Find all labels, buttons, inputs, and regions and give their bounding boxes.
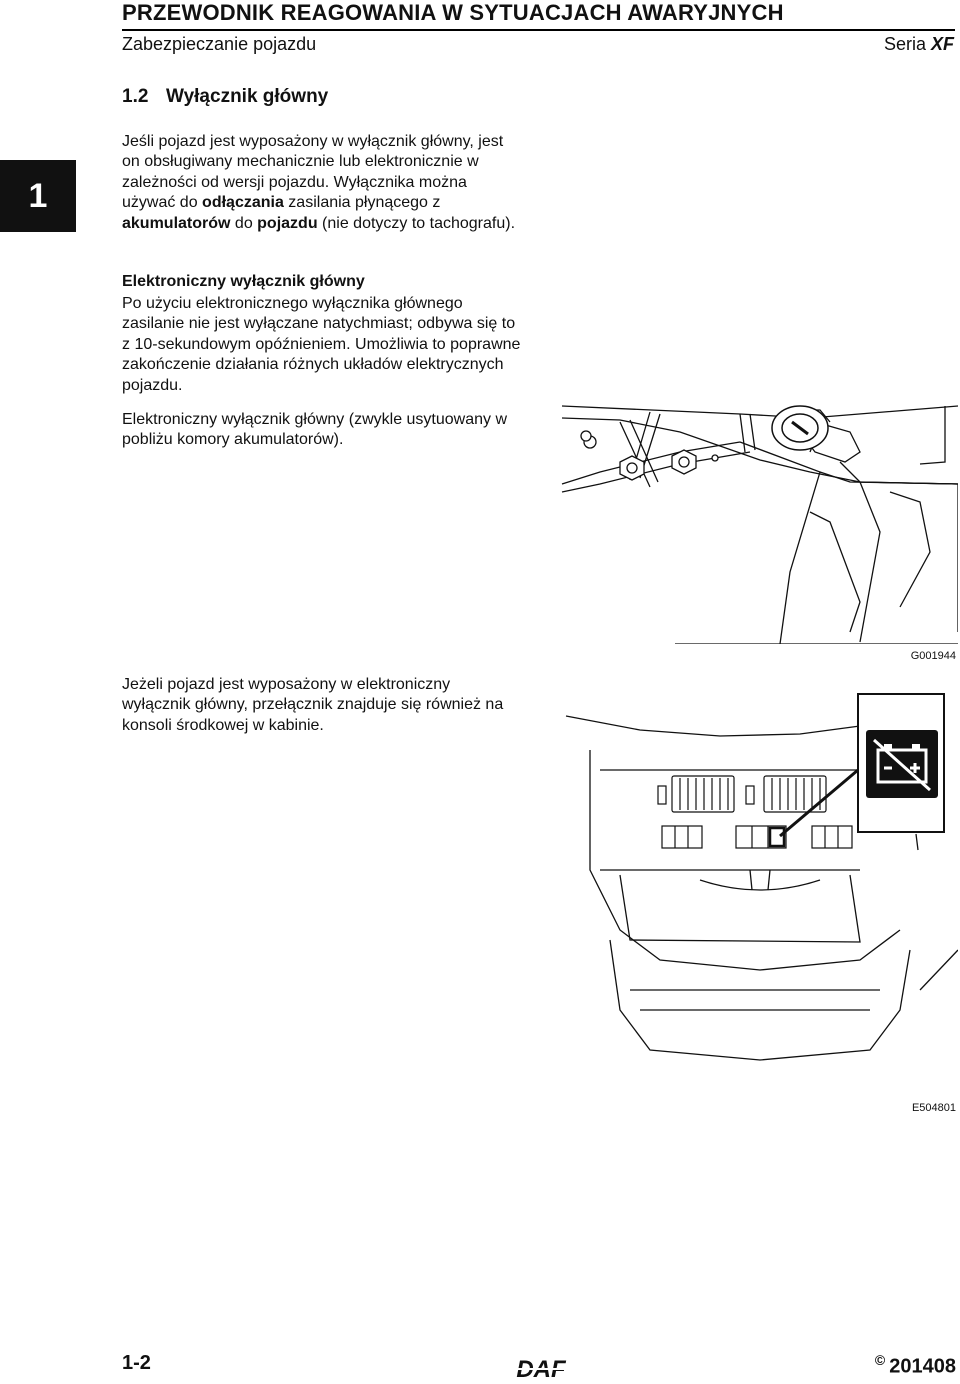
center-console-illustration xyxy=(560,690,958,1090)
intro-paragraph xyxy=(122,132,522,234)
publication-code: 201408 xyxy=(889,1355,956,1378)
copyright-code xyxy=(875,1352,956,1379)
electronic-switch-heading: Elektroniczny wyłącznik główny xyxy=(122,273,365,290)
cabin-switch-paragraph: Jeżeli pojazd jest wyposażony w elektroniczny wyłącznik główny, przełącznik znajduje się również na konsoli środkowej w kabinie. xyxy=(122,676,504,734)
series-model: XF xyxy=(930,34,954,54)
section-title: Wyłącznik główny xyxy=(166,86,329,107)
intro-bold-vehicle: pojazdu xyxy=(257,214,318,232)
intro-bold-disconnect: odłączania xyxy=(202,194,284,212)
intro-text-1: Jeśli pojazd jest wyposażony w wyłącznik główny, jest on obsługiwany mechanicznie lub elektronicznie w zależności od wersji pojazdu. Wyłącznika można używać do xyxy=(122,133,504,212)
battery-off-icon xyxy=(858,694,944,832)
figure2-code: E504801 xyxy=(911,1102,956,1114)
figure1-code: G001944 xyxy=(910,650,956,662)
air-vents xyxy=(658,776,826,812)
main-switch-knob xyxy=(772,406,828,450)
daf-logo-text: DAF xyxy=(516,1356,566,1382)
battery-switch-illustration xyxy=(560,392,958,644)
document-title: PRZEWODNIK REAGOWANIA W SYTUACJACH AWARYJNYCH xyxy=(122,0,784,25)
series-prefix: Seria xyxy=(883,34,926,54)
document-subtitle: Zabezpieczanie pojazdu xyxy=(122,34,317,54)
intro-text-3: do xyxy=(230,214,258,232)
figure1-caption: Elektroniczny wyłącznik główny (zwykle usytuowany w pobliżu komory akumulatorów). xyxy=(122,411,508,449)
section-heading xyxy=(122,86,328,108)
series-label xyxy=(884,34,954,55)
chapter-tab: 1 xyxy=(0,160,76,232)
intro-text-2: zasilania płynącego z xyxy=(283,194,441,212)
section-number: 1.2 xyxy=(122,86,149,107)
header-rule xyxy=(122,29,955,31)
intro-bold-batteries: akumulatorów xyxy=(122,214,231,232)
intro-text-4: (nie dotyczy to tachografu). xyxy=(317,214,516,232)
copyright-symbol: © xyxy=(874,1352,886,1368)
page-number: 1-2 xyxy=(122,1352,151,1374)
console-switches xyxy=(662,826,852,848)
daf-logo xyxy=(502,1356,580,1382)
electronic-switch-paragraph: Po użyciu elektronicznego wyłącznika głównego zasilanie nie jest wyłączane natychmiast; odbywa się to z 10-sekundowym opóźnieniem. Umożliwia to poprawne zakończenie działania różnych układów elektrycznych pojazdu. xyxy=(122,295,521,394)
